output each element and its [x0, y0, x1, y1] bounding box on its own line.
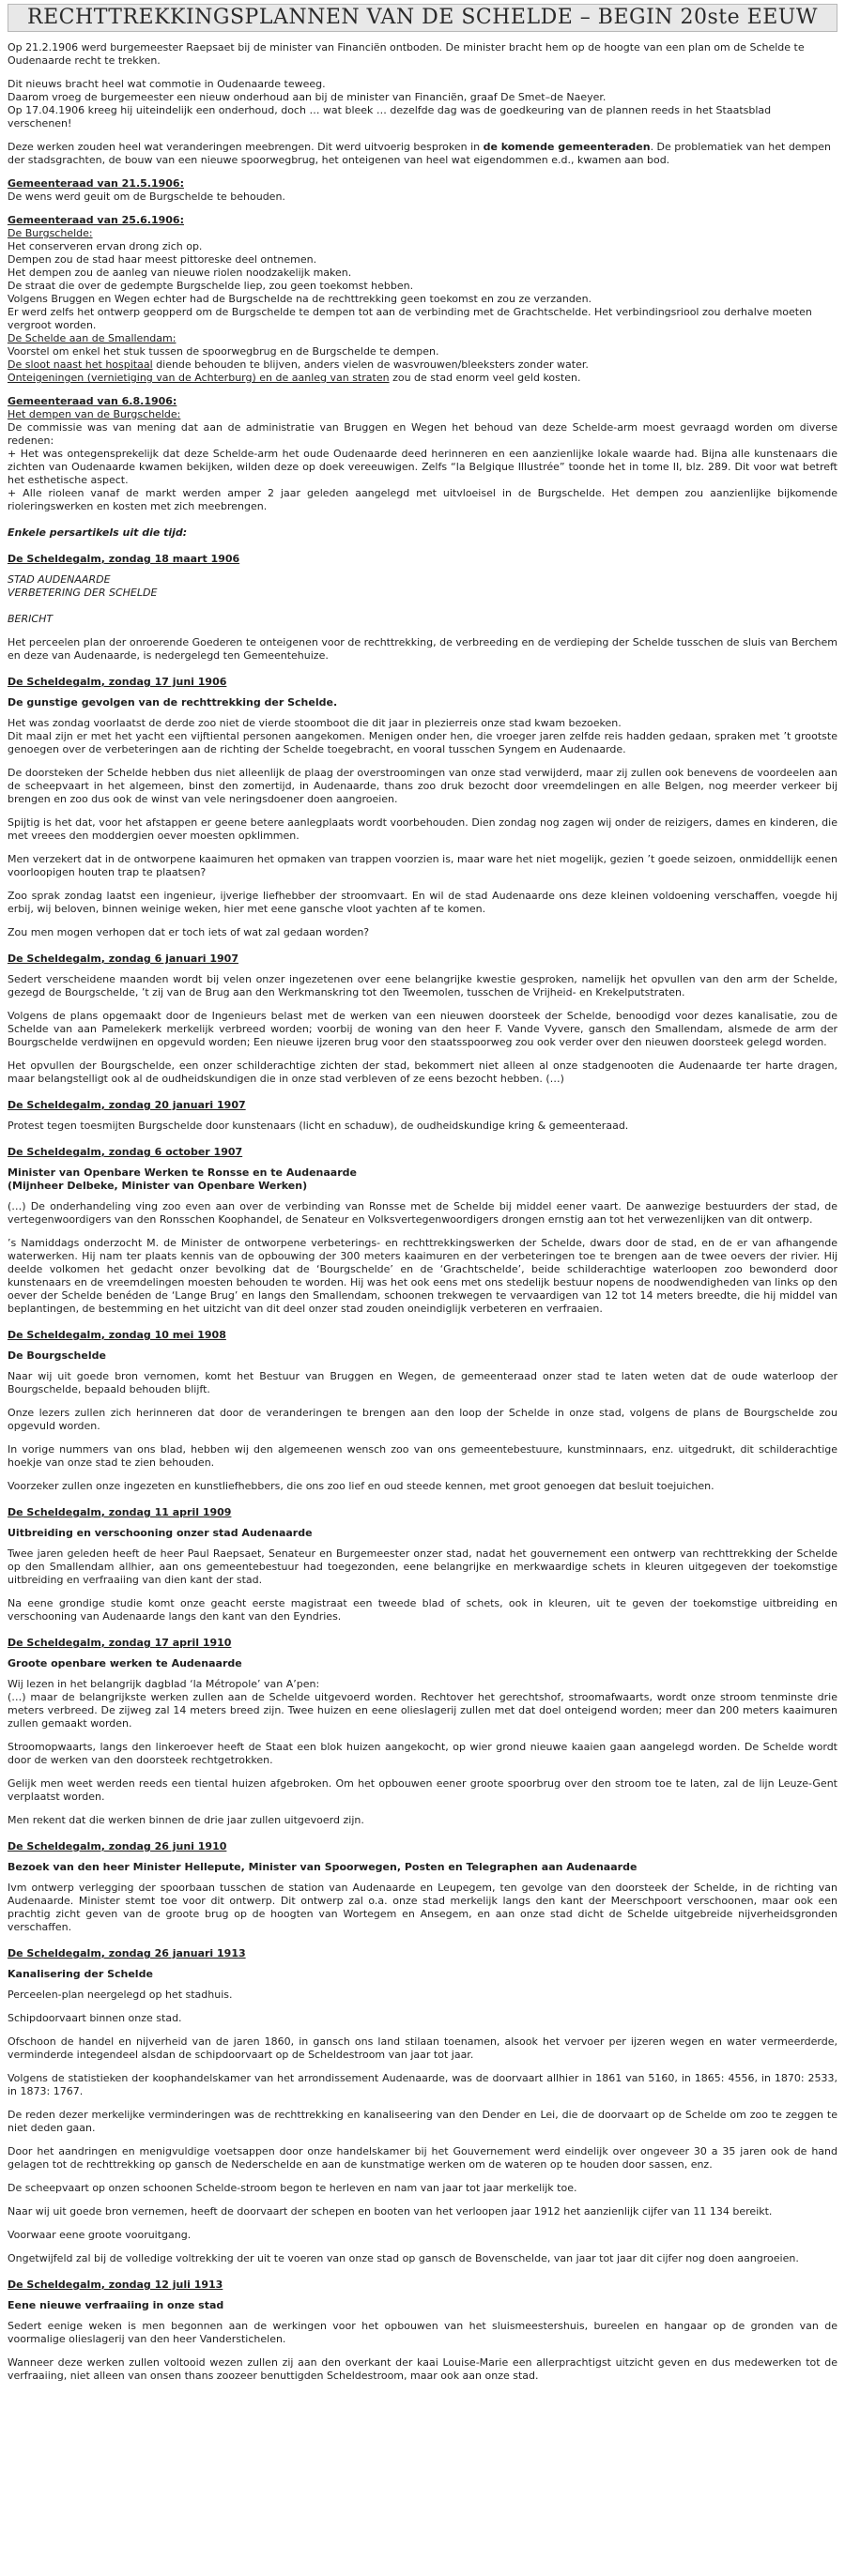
article-paragraph: Ivm ontwerp verlegging der spoorbaan tusschen de station van Audenaarde en Leupegem, ten gevolge van den doorsteek der Schelde, in de richting van Audenaarde. Minister stemt toe voor dit ontwerp. Dit ontwerp zal o.a. onze stad merkelijk langs den kant der Meerschpoort verschoonen, maar ook een prachtig zicht geven van de groote brug op de hoogten van Wortegem en Ansegem, en aan onze stad dicht de Schelde uitgebreide nijverheidsgronden verschaffen. — [8, 1882, 837, 1933]
council-subheading: Het dempen van de Burgschelde: — [8, 408, 181, 420]
article-paragraph: Spijtig is het dat, voor het afstappen er geene betere aanlegplaats wordt voorbehouden. Dien zondag nog zagen wij onder de reizigers, dames en kinderen, die met vreees den moddergien oever moesten opklimmen. — [8, 816, 837, 842]
press-article — [8, 2279, 837, 2383]
articles-list — [8, 553, 837, 2383]
council-line: Het dempen zou de aanleg van nieuwe riolen noodzakelijk maken. — [8, 267, 352, 279]
article-paragraph: Perceelen-plan neergelegd op het stadhuis. — [8, 1989, 233, 2001]
article-paragraph: (…) De onderhandeling ving zoo even aan over de verbinding van Ronsse met de Schelde bij middel eener vaart. De aanwezige bestuurders der stad, de vertegenwoordigers van den Ronsschen Koophandel, de Senateur en Volksvertegenwoordigers drongen ernstig aan tot het verwezenlijken van dit ontwerp. — [8, 1200, 837, 1226]
article-date: De Scheldegalm, zondag 20 januari 1907 — [8, 1099, 246, 1111]
article-title: Groote openbare werken te Audenaarde — [8, 1657, 242, 1669]
intro-line: Op 17.04.1906 kreeg hij uiteindelijk een onderhoud, doch … wat bleek … dezelfde dag was de goedkeuring van de plannen reeds in het Staatsblad verschenen! — [8, 104, 772, 130]
article-date: De Scheldegalm, zondag 26 juni 1910 — [8, 1840, 227, 1852]
council-meeting-3 — [8, 395, 837, 513]
press-article — [8, 1947, 837, 2265]
council-heading: Gemeenteraad van 25.6.1906: — [8, 214, 184, 226]
article-paragraph: Door het aandringen en menigvuldige voetsappen door onze handelskamer bij het Gouvernement werd eindelijk over ongeveer 30 a 35 jaren ook de hand gelagen tot de rechttrekking op gansch de Nederschelde en aan de kunstmatige werken om de wateren op te houden door sassen, enz. — [8, 2145, 837, 2171]
council-rest: zou de stad enorm veel geld kosten. — [389, 372, 581, 384]
article-date: De Scheldegalm, zondag 11 april 1909 — [8, 1506, 232, 1518]
article-date: De Scheldegalm, zondag 17 april 1910 — [8, 1637, 232, 1649]
article-header-line: BERICHT — [8, 613, 54, 625]
article-paragraph: Wanneer deze werken zullen voltooid wezen zullen zij aan den overkant der kaai Louise-Marie een allerprachtigst uitzicht geven en dus medewerken tot de verfraaiing, niet alleen van onsen thans zoozeer benuttigden Scheldestroom, maar ook aan onze stad. — [8, 2356, 837, 2382]
article-paragraph: Het was zondag voorlaatst de derde zoo niet de vierde stoomboot die dit jaar in plezierreis onze stad kwam bezoeken. Dit maal zijn er met het yacht een vijftiental personen aangekomen. Menigen onder hen, die vroeger jaren zelfde reis hadden gedaan, spraken met ’t grootste genoegen over de verbeteringen aan de richting der Schelde toegebracht, en vooral tusschen Syngem en Audenaarde. — [8, 717, 837, 755]
article-paragraph: Naar wij uit goede bron vernomen, komt het Bestuur van Bruggen en Wegen, de gemeenteraad onzer stad te laten weten dat de oude waterloop der Bourgschelde, bepaald behouden blijft. — [8, 1370, 837, 1395]
press-article — [8, 953, 837, 1086]
council-line: De commissie was van mening dat aan de administratie van Bruggen en Wegen het behoud van deze Schelde-arm moest gevraagd worden om diverse redenen: — [8, 421, 837, 447]
intro-block — [8, 78, 837, 130]
council-meeting-2 — [8, 214, 837, 385]
article-header-line: VERBETERING DER SCHELDE — [8, 587, 158, 599]
council-line: Dempen zou de stad haar meest pittoreske deel ontnemen. — [8, 253, 317, 266]
intro-paragraph: Op 21.2.1906 werd burgemeester Raepsaet bij de minister van Financiën ontboden. De minister bracht hem op de hoogte van een plan om de Schelde te Oudenaarde recht te trekken. — [8, 41, 805, 67]
article-paragraph: Sedert eenige weken is men begonnen aan de werkingen voor het opbouwen van het sluismeestershuis, bureelen en hangaar op de gronden van de voormalige olieslagerij van den heer Vanderstichelen. — [8, 2320, 837, 2345]
council-heading: Gemeenteraad van 6.8.1906: — [8, 395, 177, 407]
press-article — [8, 1637, 837, 1827]
council-line: + Alle rioleen vanaf de markt werden amper 2 jaar geleden aangelegd met uitvloeisel in de Burgschelde. Het dempen zou aanzienlijke bijkomende rioleringswerken en kosten met zich meebrengen. — [8, 487, 837, 512]
article-paragraph: Stroomopwaarts, langs den linkeroever heeft de Staat een blok huizen aangekocht, op wier grond nieuwe kaaien gaan aangelegd worden. De Schelde wordt door de werken van den doorsteek rechtgetrokken. — [8, 1741, 837, 1766]
article-date: De Scheldegalm, zondag 10 mei 1908 — [8, 1329, 226, 1341]
article-paragraph: Schipdoorvaart binnen onze stad. — [8, 2012, 182, 2024]
intro-line: Daarom vroeg de burgemeester een nieuw onderhoud aan bij de minister van Financiën, graaf De Smet–de Naeyer. — [8, 91, 607, 103]
council-meeting-1 — [8, 177, 837, 204]
article-paragraph: De reden dezer merkelijke verminderingen was de rechttrekking en kanaliseering van den Dender en Lei, die de doorvaart op de Schelde om zoo te zeggen te niet deden gaan. — [8, 2109, 837, 2134]
council-text: De wens werd geuit om de Burgschelde te behouden. — [8, 191, 285, 203]
council-line: + Het was ontegensprekelijk dat deze Schelde-arm het oude Oudenaarde deed herinneren en een aanzienlijke lokale waarde had. Bijna alle kunstenaars die zichten van Oudenaarde kwamen bekijken, wilden deze op doek vereeuwigen. Zelfs “la Belgique Illustrée” toonde het in tome II, blz. 289. Dit voor wat betreft het esthetische aspect. — [8, 448, 837, 486]
council-line — [8, 358, 837, 372]
press-article — [8, 1146, 837, 1316]
article-paragraph: Sedert verscheidene maanden wordt bij velen onzer ingezetenen over eene belangrijke kwestie gesproken, namelijk het opvullen van den arm der Schelde, gezegd de Bourgschelde, ’t zij van de Brug aan den Werkmanskring tot den Tweemolen, tusschen de Vrijheid- en Krekelputstraten. — [8, 973, 837, 998]
page-title: RECHTTREKKINGSPLANNEN VAN DE SCHELDE – BEGIN 20ste EEUW — [8, 4, 837, 32]
article-paragraph: Voorwaar eene groote vooruitgang. — [8, 2229, 192, 2241]
article-paragraph: Zoo sprak zondag laatst een ingenieur, ijverige liefhebber der stroomvaart. En wil de stad Audenaarde ons deze kleinen voldoening verschaffen, voegde hij erbij, wij beloven, binnen weinige weken, hier met eene gansche vloot yachten af te komen. — [8, 890, 837, 915]
article-paragraph: Het perceelen plan der onroerende Goederen te onteigenen voor de rechttrekking, de verbreeding en de verdieping der Schelde tusschen de sluis van Berchem en deze van Audenaarde, is nedergelegd ten Gemeentehuize. — [8, 636, 837, 662]
article-header-block — [8, 573, 837, 626]
council-line: Er werd zelfs het ontwerp geopperd om de Burgschelde te dempen tot aan de verbinding met de Grachtschelde. Het verbindingsriool zou derhalve moeten vergroot worden. — [8, 306, 812, 331]
press-article — [8, 553, 837, 663]
intro-text: Deze werken zouden heel wat veranderingen meebrengen. Dit werd uitvoerig besproken in — [8, 141, 481, 153]
article-date: De Scheldegalm, zondag 18 maart 1906 — [8, 553, 240, 565]
article-paragraph: Men verzekert dat in de ontworpene kaaimuren het opmaken van trappen voorzien is, maar ware het niet mogelijk, gezien ’t goede seizoen, onmiddellijk eenen voorloopigen houten trap te plaatsen? — [8, 853, 837, 878]
article-paragraph: Twee jaren geleden heeft de heer Paul Raepsaet, Senateur en Burgemeester onzer stad, nadat het gouvernement een ontwerp van rechttrekking der Schelde op den Smallendam allhier, aan ons gemeentebestuur had toegezonden, eene belangrijke en merkwaardige schets in kleuren uitgegeven der toekomstige uitbreiding en verfraaiing van dien kant der stad. — [8, 1547, 837, 1586]
article-title: Bezoek van den heer Minister Hellepute, Minister van Spoorwegen, Posten en Telegraphen aan Audenaarde — [8, 1861, 638, 1873]
press-article — [8, 1329, 837, 1493]
article-paragraph: Naar wij uit goede bron vernemen, heeft de doorvaart der schepen en booten van het verloopen jaar 1912 het aanzienlijk cijfer van 11 134 bereikt. — [8, 2205, 773, 2218]
article-title: Minister van Openbare Werken te Ronsse en te Audenaarde (Mijnheer Delbeke, Minister van Openbare Werken) — [8, 1166, 357, 1192]
council-line: De straat die over de gedempte Burgschelde liep, zou geen toekomst hebben. — [8, 280, 414, 292]
press-article — [8, 676, 837, 939]
council-line: Voorstel om enkel het stuk tussen de spoorwegbrug en de Burgschelde te dempen. — [8, 345, 439, 358]
article-title: De gunstige gevolgen van de rechttrekking der Schelde. — [8, 696, 338, 709]
article-date: De Scheldegalm, zondag 6 januari 1907 — [8, 953, 238, 965]
article-title: Uitbreiding en verschooning onzer stad Audenaarde — [8, 1527, 313, 1539]
intro-emphasis: de komende gemeenteraden — [483, 141, 651, 153]
council-line — [8, 372, 837, 385]
article-date: De Scheldegalm, zondag 26 januari 1913 — [8, 1947, 246, 1959]
press-article — [8, 1099, 837, 1133]
article-paragraph: Na eene grondige studie komt onze geacht eerste magistraat een tweede blad of schets, ook in kleuren, uit te geven der toekomstige uitbreiding en verschooning van Audenaarde langs den kant van den Eyndries. — [8, 1597, 837, 1623]
council-line: Volgens Bruggen en Wegen echter had de Burgschelde na de rechttrekking geen toekomst en zou ze verzanden. — [8, 293, 592, 305]
article-title: De Bourgschelde — [8, 1349, 106, 1362]
council-subheading: De Burgschelde: — [8, 227, 93, 239]
intro-section — [8, 41, 837, 167]
article-paragraph: Wij lezen in het belangrijk dagblad ‘la Métropole’ van A’pen: (…) maar de belangrijkste werken zullen aan de Schelde uitgevoerd worden. Rechtover het gerechtshof, stroomafwaarts, wordt onze stroom tenminste drie meters verbreed. De zijweg zal 14 meters breed zijn. Twee huizen en eene olieslagerij zullen met dat doel onteigend worden; meer dan 200 meters kaaimuren zullen gemaakt worden. — [8, 1678, 837, 1730]
article-paragraph: In vorige nummers van ons blad, hebben wij den algemeenen wensch zoo van ons gemeentebestuure, kunstminnaars, enz. uitgedrukt, dit schilderachtige hoekje van onze stad te zien behouden. — [8, 1443, 837, 1469]
article-paragraph: Zou men mogen verhopen dat er toch iets of wat zal gedaan worden? — [8, 926, 370, 938]
article-paragraph: Protest tegen toesmijten Burgschelde door kunstenaars (licht en schaduw), de oudheidskundige kring & gemeenteraad. — [8, 1120, 629, 1132]
article-paragraph: Volgens de statistieken der koophandelskamer van het arrondissement Audenaarde, was de doorvaart allhier in 1861 van 5160, in 1865: 4556, in 1870: 2533, in 1873: 1767. — [8, 2072, 837, 2097]
article-paragraph: Het opvullen der Bourgschelde, een onzer schilderachtige zichten der stad, bekommert niet alleen al onze stadgenooten die Audenaarde ter harte dragen, maar belangstelligt ook al de oudheidskundigen die in onze stad verbleven of ze eens bezocht hebben. (…) — [8, 1059, 837, 1085]
article-paragraph: Voorzeker zullen onze ingezeten en kunstliefhebbers, die ons zoo lief en oud steede kennen, met groot genoegen dat besluit toejuichen. — [8, 1480, 714, 1492]
article-paragraph: Onze lezers zullen zich herinneren dat door de veranderingen te brengen aan den loop der Schelde in onze stad, volgens de plans de Bourgschelde zou opgevuld worden. — [8, 1407, 837, 1432]
press-article — [8, 1840, 837, 1934]
council-heading: Gemeenteraad van 21.5.1906: — [8, 177, 184, 190]
article-paragraph: Gelijk men weet werden reeds een tiental huizen afgebroken. Om het opbouwen eener groote spoorbrug over den stroom toe te laten, zal de lijn Leuze-Gent verplaatst worden. — [8, 1777, 837, 1803]
council-rest: diende behouden te blijven, anders vielen de wasvrouwen/bleeksters zonder water. — [152, 358, 589, 371]
intro-text: . De problematiek van het dempen der stadsgrachten, de bouw van een nieuwe spoorwegbrug, het onteigenen van heel wat eigendommen e.d., kwamen aan bod. — [8, 141, 832, 166]
article-paragraph: De scheepvaart op onzen schoonen Schelde-stroom begon te herleven en nam van jaar tot jaar merkelijk toe. — [8, 2182, 577, 2194]
article-header-line — [8, 600, 837, 613]
intro-paragraph — [8, 141, 837, 167]
article-paragraph: Volgens de plans opgemaakt door de Ingenieurs belast met de werken van een nieuwen doorsteek der Schelde, benoodigd voor dezes kanalisatie, zou de Schelde van aan Pamelekerk merkelijk verbreed worden; voorbij de woning van den heer F. Vande Vyvere, gansch den Smallendam, alsmede de arm der Bourgschelde verdwijnen en opgevuld worden; Een nieuwe ijzeren brug voor den staatsspoorweg zou ook verder over den nieuwen doorsteek gelegd worden. — [8, 1010, 837, 1048]
press-article — [8, 1506, 837, 1623]
article-date: De Scheldegalm, zondag 17 juni 1906 — [8, 676, 227, 688]
article-paragraph: Men rekent dat die werken binnen de drie jaar zullen uitgevoerd zijn. — [8, 1814, 364, 1826]
intro-line: Dit nieuws bracht heel wat commotie in Oudenaarde teweeg. — [8, 78, 326, 90]
article-paragraph: Ongetwijfeld zal bij de volledige voltrekking der uit te voeren van onze stad op gansch de Bovenschelde, van jaar tot jaar dit cijfer nog doen aangroeien. — [8, 2252, 799, 2264]
press-intro-heading: Enkele persartikels uit die tijd: — [8, 526, 188, 539]
article-paragraph: Ofschoon de handel en nijverheid van de jaren 1860, in gansch ons land stilaan toenamen, alsook het vervoer per ijzeren wegen en water vermeerderde, verminderde integendeel alsdan de schipdoorvaart op de Scheldestroom van jaar tot jaar. — [8, 2035, 837, 2061]
council-line: Het conserveren ervan drong zich op. — [8, 240, 203, 252]
council-underlined: De sloot naast het hospitaal — [8, 358, 153, 371]
article-paragraph: ’s Namiddags onderzocht M. de Minister de ontworpene verbeterings- en rechttrekkingswerken der Schelde, dwars door de stad, en de er van afhangende waterwerken. Hij nam ter plaats kennis van de opbouwing der 300 meters kaaimuren en der verbeteringen toe te brengen aan de twee oevers der rivier. Hij deelde volkomen het gedacht onzer bevolking dat de ‘Bourgschelde’ en de ‘Grachtschelde’, beide schilderachtige waterloopen zoo bewonderd door kunstenaars en de vreemdelingen moesten behouden te worden. Hij was het ook eens met ons stedelijk bestuur nopens de noodwendigheden van links op den oever der Schelde benéden de ‘Lange Brug’ en langs den Smallendam, schoonen trekwegen te vervaardigen van 12 tot 14 meters breedte, die hij middel van beplantingen, de bestemming en het uitzicht van dit deel onzer stad zouden oneindiglijk verbeteren en verfraaien. — [8, 1237, 837, 1315]
article-date: De Scheldegalm, zondag 6 october 1907 — [8, 1146, 243, 1158]
article-title: Eene nieuwe verfraaiing in onze stad — [8, 2299, 224, 2311]
article-paragraph: De doorsteken der Schelde hebben dus niet alleenlijk de plaag der overstroomingen van onze stad verwijderd, maar zij zullen ook benevens de voordeelen aan de scheepvaart in het algemeen, binst den zomertijd, in Audenaarde, thans zoo druk bezocht door vreemdelingen en alle Belgen, nog meerder verkeer bij brengen en zoo dus ook de winst van vele neringsdoener doen aangroeien. — [8, 767, 837, 805]
article-title: Kanalisering der Schelde — [8, 1968, 153, 1980]
council-underlined: Onteigeningen (vernietiging van de Achterburg) en de aanleg van straten — [8, 372, 390, 384]
article-date: De Scheldegalm, zondag 12 juli 1913 — [8, 2279, 223, 2291]
article-header-line: STAD AUDENAARDE — [8, 573, 111, 586]
council-subheading: De Schelde aan de Smallendam: — [8, 332, 177, 344]
